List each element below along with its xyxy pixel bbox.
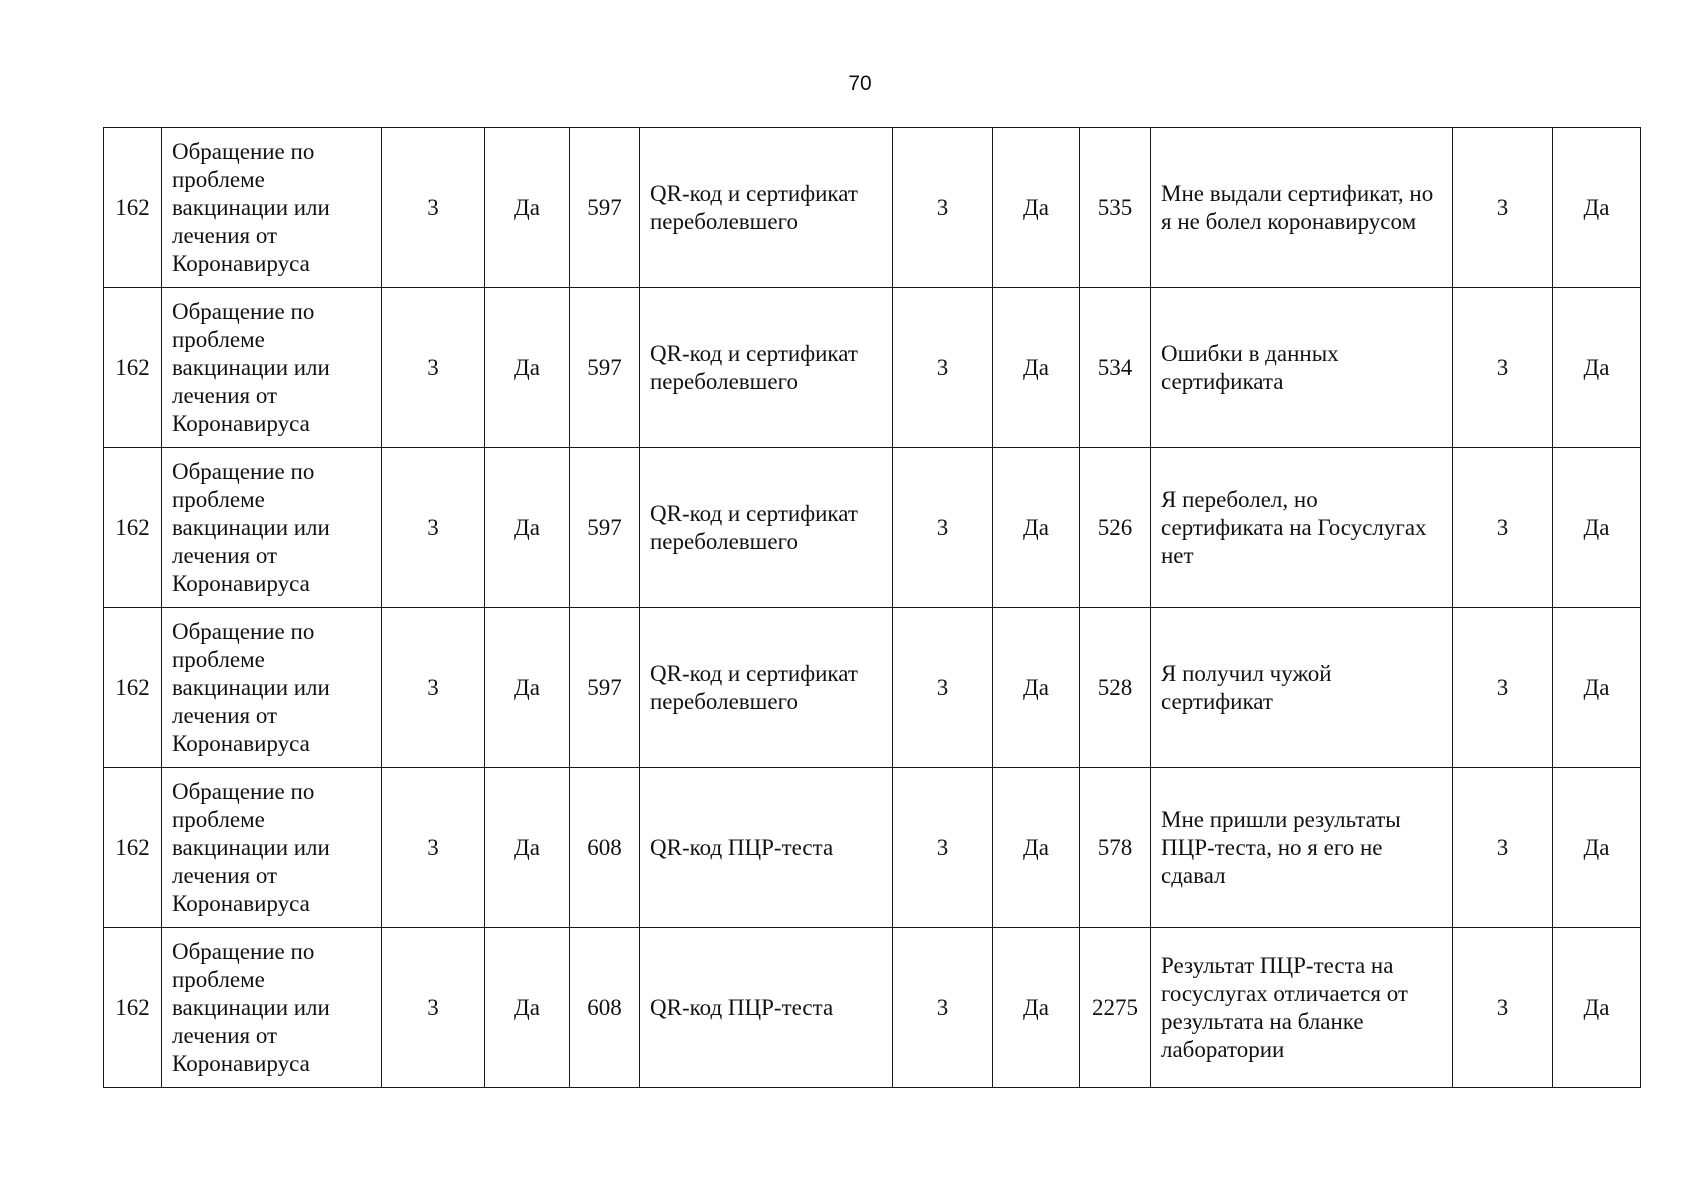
table-row	[104, 448, 1641, 608]
level-cell: 3	[893, 448, 993, 608]
level-cell: 3	[893, 768, 993, 928]
code-cell: 597	[570, 288, 640, 448]
table-body	[104, 128, 1641, 1088]
table-row	[104, 288, 1641, 448]
name-cell: QR-код и сертификат переболевшего	[640, 608, 893, 768]
classification-table	[103, 127, 1641, 1088]
name-cell: Обращение по проблеме вакцинации или лечения от Коронавируса	[162, 608, 382, 768]
level-cell: 3	[893, 288, 993, 448]
name-cell: Я переболел, но сертификата на Госуслугах нет	[1151, 448, 1453, 608]
level-cell: 3	[382, 928, 485, 1088]
flag-cell: Да	[485, 128, 570, 288]
table-row	[104, 128, 1641, 288]
level-cell: 3	[1453, 128, 1553, 288]
flag-cell: Да	[993, 768, 1080, 928]
flag-cell: Да	[1553, 768, 1641, 928]
name-cell: Обращение по проблеме вакцинации или лечения от Коронавируса	[162, 128, 382, 288]
name-cell: Я получил чужой сертификат	[1151, 608, 1453, 768]
code-cell: 534	[1080, 288, 1151, 448]
flag-cell: Да	[1553, 128, 1641, 288]
flag-cell: Да	[485, 928, 570, 1088]
level-cell: 3	[893, 928, 993, 1088]
flag-cell: Да	[485, 288, 570, 448]
name-cell: QR-код и сертификат переболевшего	[640, 448, 893, 608]
code-cell: 162	[104, 288, 162, 448]
code-cell: 162	[104, 928, 162, 1088]
code-cell: 162	[104, 128, 162, 288]
flag-cell: Да	[485, 608, 570, 768]
code-cell: 526	[1080, 448, 1151, 608]
code-cell: 162	[104, 768, 162, 928]
name-cell: Мне пришли результаты ПЦР-теста, но я его не сдавал	[1151, 768, 1453, 928]
level-cell: 3	[382, 768, 485, 928]
level-cell: 3	[1453, 928, 1553, 1088]
level-cell: 3	[382, 128, 485, 288]
level-cell: 3	[1453, 288, 1553, 448]
flag-cell: Да	[993, 128, 1080, 288]
flag-cell: Да	[993, 448, 1080, 608]
name-cell: QR-код ПЦР-теста	[640, 768, 893, 928]
flag-cell: Да	[993, 608, 1080, 768]
name-cell: Обращение по проблеме вакцинации или лечения от Коронавируса	[162, 928, 382, 1088]
level-cell: 3	[382, 288, 485, 448]
name-cell: QR-код и сертификат переболевшего	[640, 288, 893, 448]
code-cell: 608	[570, 928, 640, 1088]
code-cell: 528	[1080, 608, 1151, 768]
table-row	[104, 608, 1641, 768]
flag-cell: Да	[993, 928, 1080, 1088]
level-cell: 3	[893, 608, 993, 768]
code-cell: 597	[570, 608, 640, 768]
code-cell: 597	[570, 128, 640, 288]
level-cell: 3	[1453, 768, 1553, 928]
table-row	[104, 768, 1641, 928]
name-cell: Мне выдали сертификат, но я не болел коронавирусом	[1151, 128, 1453, 288]
level-cell: 3	[382, 608, 485, 768]
name-cell: QR-код ПЦР-теста	[640, 928, 893, 1088]
name-cell: Обращение по проблеме вакцинации или лечения от Коронавируса	[162, 448, 382, 608]
name-cell: Ошибки в данных сертификата	[1151, 288, 1453, 448]
code-cell: 2275	[1080, 928, 1151, 1088]
flag-cell: Да	[485, 768, 570, 928]
code-cell: 162	[104, 448, 162, 608]
name-cell: Обращение по проблеме вакцинации или лечения от Коронавируса	[162, 768, 382, 928]
level-cell: 3	[1453, 448, 1553, 608]
page-number: 70	[848, 72, 872, 95]
flag-cell: Да	[1553, 928, 1641, 1088]
level-cell: 3	[382, 448, 485, 608]
code-cell: 162	[104, 608, 162, 768]
code-cell: 608	[570, 768, 640, 928]
name-cell: Обращение по проблеме вакцинации или лечения от Коронавируса	[162, 288, 382, 448]
flag-cell: Да	[1553, 288, 1641, 448]
flag-cell: Да	[1553, 448, 1641, 608]
code-cell: 578	[1080, 768, 1151, 928]
level-cell: 3	[1453, 608, 1553, 768]
code-cell: 597	[570, 448, 640, 608]
name-cell: Результат ПЦР-теста на госуслугах отличается от результата на бланке лаборатории	[1151, 928, 1453, 1088]
flag-cell: Да	[993, 288, 1080, 448]
level-cell: 3	[893, 128, 993, 288]
code-cell: 535	[1080, 128, 1151, 288]
name-cell: QR-код и сертификат переболевшего	[640, 128, 893, 288]
flag-cell: Да	[485, 448, 570, 608]
flag-cell: Да	[1553, 608, 1641, 768]
table-row	[104, 928, 1641, 1088]
